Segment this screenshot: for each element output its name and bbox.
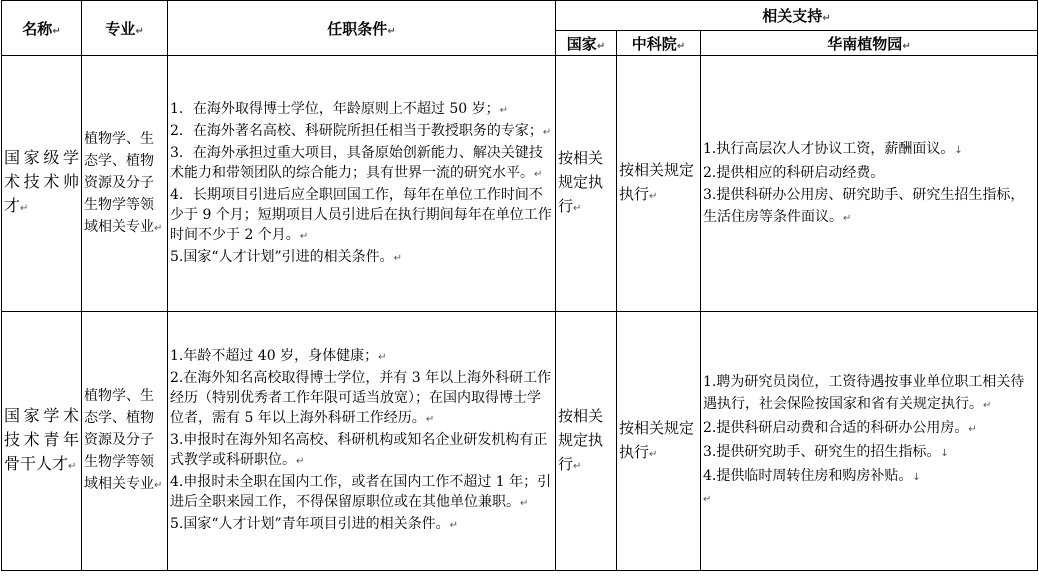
support-item: 2.提供相应的科研启动经费。 [703,164,885,181]
support-item: 3.提供研究助手、研究生的招生指标。↓ [703,444,949,460]
header-major: 专业↵ [82,1,168,56]
header-scbg: 华南植物园↵ [701,31,1038,56]
support-item: 1.聘为研究员岗位，工资待遇按事业单位职工相关待遇执行，社会保险按国家和省有关规定执行。↵ [703,374,1025,412]
talent-name: 国家学术技术青年骨干人才↵ [2,312,82,571]
support-item: 3.提供科研办公用房、研究助手、研究生招生指标，生活住房等条件面议。↵ [703,186,1025,225]
header-name: 名称↵ [2,1,82,56]
condition-item: 3．在海外承担过重大项目，具备原始创新能力、解决关键技术能力和带领团队的综合能力；具有世界一流的研究水平。↵ [170,144,543,181]
talent-table [1,0,1038,571]
national-support: 按相关规定执行↵ [556,312,617,571]
condition-item: 1．在海外取得博士学位，年龄原则上不超过 50 岁；↵ [170,100,509,117]
table-row [2,312,1038,571]
talent-name: 国家级学术技术帅才↵ [2,56,82,312]
header-cas: 中科院↵ [617,31,701,56]
condition-item: 4.申报时未全职在国内工作，或者在国内工作不超过 1 年；引进后全职来园工作，不得保留原职位或在其他单位兼职。↵ [170,474,552,510]
condition-item: 5.国家“人才计划”青年项目引进的相关条件。↵ [170,516,459,532]
header-conditions: 任职条件↵ [168,1,556,56]
talent-conditions [168,56,556,312]
condition-item: 3.申报时在海外知名高校、科研机构或知名企业研发机构有正式教学或科研职位。↵ [170,432,548,468]
header-national: 国家↵ [556,31,617,56]
condition-item: 4．长期项目引进后应全职回国工作，每年在单位工作时间不少于 9 个月；短期项目人员引进后在执行期间每年在单位工作时间不少于 2 个月。↵ [170,186,552,243]
talent-major: 植物学、生态学、植物资源及分子生物学等领域相关专业↵ [82,56,168,312]
paragraph-mark: ↵ [703,494,712,505]
national-support: 按相关规定执行↵ [556,56,617,312]
support-item: 4.提供临时周转住房和购房补贴。↓ [703,468,921,484]
cas-support: 按相关规定执行↵ [617,56,701,312]
talent-conditions [168,312,556,571]
scbg-support [701,312,1038,571]
talent-major: 植物学、生态学、植物资源及分子生物学等领域相关专业↵ [82,312,168,571]
table-row [2,56,1038,312]
condition-item: 2.在海外知名高校取得博士学位，并有 3 年以上海外科研工作经历（特别优秀者工作年限可适当放宽）；在国内取得博士学位者，需有 5 年以上海外科研工作经历。↵ [170,370,552,426]
scbg-support [701,56,1038,312]
support-item: 2.提供科研启动费和合适的科研办公用房。↵ [703,420,977,436]
condition-item: 2．在海外著名高校、科研院所担任相当于教授职务的专家；↵ [170,122,552,139]
cas-support: 按相关规定执行↵ [617,312,701,571]
support-item: 1.执行高层次人才协议工资，薪酬面议。↓ [703,140,963,157]
header-support: 相关支持↵ [556,1,1038,31]
condition-item: 1.年龄不超过 40 岁，身体健康；↵ [170,348,387,364]
header-row [2,1,1038,31]
condition-item: 5.国家“人才计划”引进的相关条件。↵ [170,248,403,265]
